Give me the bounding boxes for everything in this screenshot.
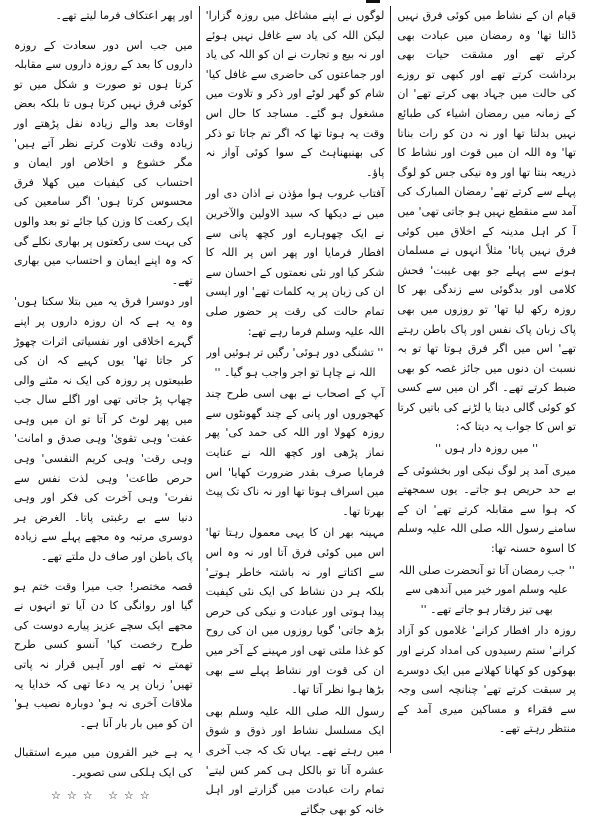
paragraph: قیام ان کے نشاط میں کوئی فرق نہیں ڈالتا تھا' وہ رمضان میں عبادت بھی کرتے تھے اور مشقت حیات بھی برداشت کرتے تھے اور کبھی تو روزے کی حالت میں جہاد بھی کرتے تھے' ان کے زمانہ میں رمضان اشیاء کی طبائع نہیں بدلتا تھا اور نہ دن کو رات بناتا تھا' وہ اللہ ان میں قوت اور نشاط کا ذریعہ بنتا تھا اور وہ نیکی جس کو لوگ پہلے سے کرتے تھے' رمضان المبارک کی آمد سے منقطع نہیں ہو جاتی تھی' میں آ کر اہل مدینہ کے اخلاق میں کوئی فرق نہیں پاتا' مثلاً انہوں نے مسلمان ہونے سے پہلے جو بھی غیبت' فحش کلامی اور بدگوئی سے زندگی بھر کا روزہ رکھ لیا تھا' تو روزوں میں بھی پاک زبان پاک نفس اور پاک باطن رہتے تھے' اس میں اگر فرق ہوتا تھا تو بہ نسبت ان دنوں میں جائز غصہ کو بھی ضبط کرتے تھے۔ اگر ان میں سے کسی کو کوئی گالی دیتا یا لڑنے کی باتیں کرتا تو اس کا جواب یہ دیتا کہ:: [397, 9, 576, 434]
spacer: [14, 569, 193, 577]
section-end-stars: ☆☆☆ ☆☆☆: [50, 788, 156, 802]
paragraph: اور پھر اعتکاف فرما لیتے تھے۔: [55, 9, 193, 22]
paragraph: یہ ہے خیر القرون میں میرے استقبال کی ایک ہلکی سی تصویر۔: [13, 746, 193, 779]
quote: '' جب رمضان آتا تو آنحضرت صلی اللہ علیہ وسلم امور خیر میں آندھی سے بھی تیز رفتار ہو جاتے تھے۔ '': [398, 563, 575, 616]
paragraph: لوگوں نے اپنے مشاغل میں روزہ گزارا' لیکن اللہ کی یاد سے غافل نہیں ہوئے اور نہ بیع و تجارت نے ان کو اللہ کی یاد اور جماعتوں کی حاضری سے غافل کیا' شام کو گھر لوٹے اور ذکر و تلاوت میں مشغول ہو گئے۔ مساجد کا حال اس وقت یہ ہوتا تھا کہ اگر تم جاتا تو ذکر کی بھنبھناہٹ کے سوا کوئی آواز نہ پاؤ۔: [205, 9, 385, 179]
paragraph: اور دوسرا فرق یہ میں بتلا سکتا ہوں' وہ یہ ہے کہ ان روزہ داروں پر اپنے گہرے اخلاقی اور نفسیاتی اثرات چھوڑ کر جاتا تھا' یوں کہیے کہ ان کی طبیعتوں پر روزہ کی ایک نہ مٹنے والی چھاپ پڑ جاتی تھی اور اگلے سال جب میں پھر لوٹ کر آتا تو ان میں وہی عفت' وہی تقویٰ' وہی صدق و امانت' وہی رقت' وہی کریم النفسی' وہی حرص طاعت' وہی لذت نفس سے نفرت' وہی آخرت کی فکر اور وہی دنیا سے بے رغبتی پاتا۔ الغرض ہر دوسری مرتبہ وہ مجھے پہلے سے زیادہ پاک باطن اور صاف دل ملتے تھے۔: [13, 295, 193, 564]
paragraph: میری آمد پر لوگ نیکی اور بخشوئی کے بے حد حریص ہو جاتے۔ یوں سمجھتے کہ ہوا سے مقابلہ کرتے تھے' ان کے سامنے رسول اللہ صلی اللہ علیہ وسلم کا اسوہ حسنہ تھا:: [397, 463, 576, 556]
spacer: [14, 735, 193, 743]
quote: '' تشنگی دور ہوئی' رگیں تر ہوئیں اور اللہ نے چاہا تو اجر واجب ہو گیا۔ '': [206, 346, 384, 379]
paragraph: رسول اللہ صلی اللہ علیہ وسلم بھی ایک مسلسل نشاط اور ذوق و شوق میں رہتے تھے۔ یہاں تک کہ جب آخری عشرہ آتا تو بالکل ہی کمر کس لیتے' تمام رات عبادت میں گزارتے اور اہل خانہ کو بھی جگاتے: [205, 704, 385, 816]
column-middle: [199, 6, 391, 816]
paragraph: مہینہ بھر ان کا یہی معمول رہتا تھا' اس میں کوئی فرق آتا اور نہ وہ اس سے اکتاتے اور نہ باشتہ خاطر ہوتے' بلکہ ہر دن نشاط کی ایک نئی کیفیت پیدا ہوتی اور عبادت و نیکی کی حرص بڑھ جاتی' گویا روزوں میں ان کی روح کو غذا ملتی تھی اور مہینے کے آخر میں ان کی قوت اور نشاط پہلے سے بھی بڑھا ہوا نظر آتا تھا۔: [205, 526, 385, 697]
paragraph: آپ کے اصحاب نے بھی اسی طرح چند کھجوروں اور پانی کے چند گھونٹوں سے روزہ کھولا اور اللہ کی حمد کی' پھر نماز پڑھی اور کچھ اللہ نے عنایت فرمایا صرف بقدر ضرورت کھایا' اس میں اسراف ہوتا تھا اور نہ ناک تک پیٹ بھرتا تھا۔: [205, 387, 385, 518]
column-right: [390, 6, 582, 753]
paragraph: روزہ دار افطار کرانے' غلاموں کو آزاد کرانے' ستم رسیدوں کی امداد کرنے اور بھوکوں کو کھانا کھلانے میں ایک دوسرے پر سبقت کرتے تھے' چنانچہ اسی وجہ سے فقراء و مساکین میری آمد کے منتظر رہتے تھے۔: [397, 624, 576, 736]
spacer: [14, 28, 193, 36]
paragraph: قصہ مختصر! جب میرا وقت ختم ہو گیا اور روانگی کا دن آیا تو انہوں نے مجھے ایک سچے عزیز پیارے دوست کی طرح رخصت کیا' آنسو کسی طرح تھمتے نہ تھے اور آہیں قرار نہ پاتی تھیں' زبان پر یہ دعا تھی کہ خدایا یہ ملاقات آخری نہ ہو' دوبارہ نصیب ہو' ان کو میں بار بار آنا ہے۔: [13, 579, 193, 730]
column-left: [8, 6, 199, 802]
paragraph: میں جب اس دور سعادت کے روزہ داروں کا بعد کے روزہ داروں سے مقابلہ کرتا ہوں تو صورت و شکل میں تو کوئی فرق نہیں کرتا ہوں تا بلکہ بعض اوقات بعد والے زیادہ نفل پڑھتے اور زیادہ وقت تلاوت کرتے نظر آتے ہیں' مگر خشوع و اخلاص اور ایمان و احتساب کی کیفیات میں کھلا فرق محسوس کرتا ہوں' اگر سامعین کی ایک رکعت کا وزن کیا جائے تو بعد والوں کی بہت سی رکعتوں پر بھاری نکلے گی کہ وہ اپنے ایمان و احتساب میں بھاری تھے۔: [13, 38, 193, 287]
text-columns: [8, 6, 582, 816]
paragraph: آفتاب غروب ہوا مؤذن نے اذان دی اور میں نے دیکھا کہ سید الاولین والآخرین نے ایک چھوہارے اور کچھ پانی سے افطار فرمایا اور پھر اس پر اللہ کا شکر کیا اور نئی نعمتوں کے احسان سے ان کی زبان پر یہ کلمات تھے' اور ایسی تمام حالت کی رقت پر حضور صلی اللہ علیہ وسلم فرما رہے تھے:: [205, 187, 385, 338]
page-top-mark: [366, 0, 380, 3]
quote: '' میں روزہ دار ہوں '': [435, 442, 539, 456]
